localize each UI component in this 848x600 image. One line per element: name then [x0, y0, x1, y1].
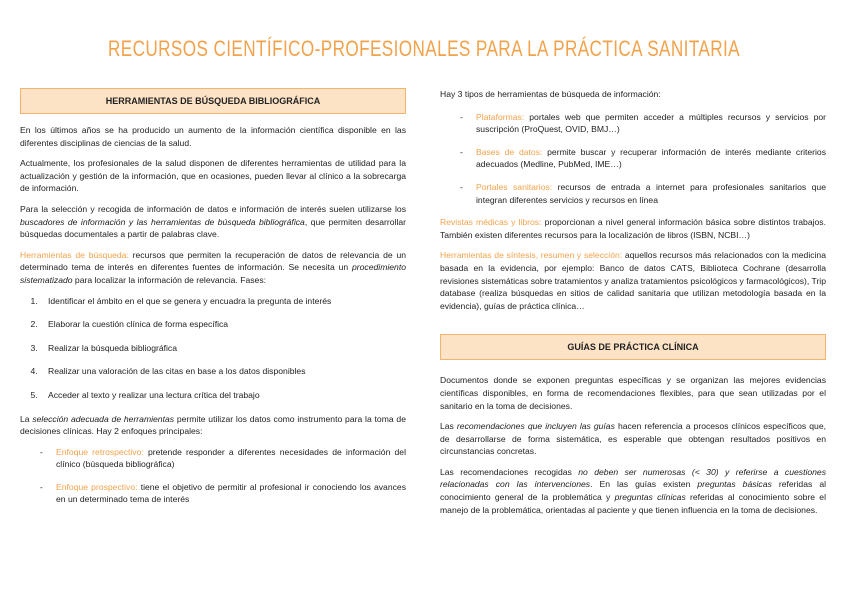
phases-list — [20, 295, 406, 402]
section-header-guias: GUÍAS DE PRÁCTICA CLÍNICA — [440, 334, 826, 360]
list-item: - Plataformas: portales web que permiten acceder a múltiples recursos y servicios por suscripción (ProQuest, OVID, BMJ…) — [460, 111, 826, 136]
section-header-busqueda: HERRAMIENTAS DE BÚSQUEDA BIBLIOGRÁFICA — [20, 88, 406, 114]
list-item: 3. Realizar la búsqueda bibliográfica — [40, 342, 406, 355]
list-item: - Portales sanitarios: recursos de entrada a internet para profesionales sanitarios que integran diferentes servicios y recursos en línea — [460, 181, 826, 206]
list-item: 1. Identificar el ámbito en el que se genera y encuadra la pregunta de interés — [40, 295, 406, 308]
paragraph-sintesis: Herramientas de síntesis, resumen y selección: aquellos recursos más relacionados con la medicina basada en la evidencia, por ejemplo: Banco de datos CATS, Biblioteca Cochrane (desarrolla revisiones sistemáticas sobre tratamientos y analiza tratamientos psicológicos y farmacológicos), Trip database (realiza búsquedas en sitios de calidad sanitaria que utilizan metodología basada en la evidencia), guías de práctica clínica… — [440, 250, 826, 311]
page-title: RECURSOS CIENTÍFICO-PROFESIONALES PARA LA PRÁCTICA SANITARIA — [107, 36, 741, 61]
paragraph-tipos: Hay 3 tipos de herramientas de búsqueda de información: — [440, 89, 661, 99]
paragraph-revistas: Revistas médicas y libros: proporcionan a nivel general información básica sobre distintos trabajos. También existen diferentes recursos para la localización de libros (ISBN, NCBI…) — [440, 217, 826, 240]
left-column — [20, 88, 406, 516]
list-item: 4. Realizar una valoración de las citas en base a los datos disponibles — [40, 365, 406, 378]
paragraph-actualmente: Actualmente, los profesionales de la salud disponen de diferentes herramientas de utilidad para la actualización y gestión de la información, que en ocasiones, pueden llevar al clínico a la sobrecarga de información. — [20, 158, 406, 194]
paragraph-recomendaciones: Las recomendaciones que incluyen las guías hacen referencia a procesos clínicos específicos que, de desarrollarse de forma sistemática, es esperable que obtengan resultados positivos en circunstancias concretas. — [440, 421, 826, 457]
paragraph-herramientas: Herramientas de búsqueda: recursos que permiten la recuperación de datos de relevancia de un determinado tema de interés en diferentes fuentes de información. Se necesita un procedimiento sistematizado para localizar la información de relevancia. Fases: — [20, 249, 406, 285]
paragraph-seleccion-adecuada: La selección adecuada de herramientas permite utilizar los datos como instrumento para la toma de decisiones clínicas. Hay 2 enfoques principales: — [20, 413, 406, 437]
right-column — [440, 88, 826, 524]
list-item: 5. Acceder al texto y realizar una lectura crítica del trabajo — [40, 389, 406, 402]
paragraph-seleccion: Para la selección y recogida de información de datos e información de interés suelen utilizarse los buscadores de información y las herramientas de búsqueda bibliográfica, que permiten desarrollar búsquedas documentales a partir de palabras clave. — [20, 203, 406, 240]
list-item: 2. Elaborar la cuestión clínica de forma específica — [40, 318, 406, 331]
list-item: - Enfoque prospectivo: tiene el objetivo de permitir al profesional ir conociendo los avances en un determinado tema de interés — [40, 481, 406, 506]
paragraph-intro: En los últimos años se ha producido un aumento de la información científica disponible en las diferentes disciplinas de ciencias de la salud. — [20, 125, 406, 148]
tipos-list — [440, 111, 826, 207]
paragraph-recogidas: Las recomendaciones recogidas no deben ser numerosas (< 30) y referirse a cuestiones relacionadas con las intervenciones. En las guías existen preguntas básicas referidas al conocimiento general de la problemática y preguntas clínicas referidas al conocimiento sobre el manejo de la problemática, orientadas al paciente y que tienen influencia en la toma de decisiones. — [440, 466, 827, 515]
list-item: - Bases de datos: permite buscar y recuperar información de interés mediante criterios adecuados (Medline, PubMed, IME…) — [460, 146, 826, 171]
list-item: - Enfoque retrospectivo: pretende responder a diferentes necesidades de información del clínico (búsqueda bibliográfica) — [40, 446, 406, 471]
paragraph-documentos: Documentos donde se exponen preguntas específicas y se organizan las mejores evidencias científicas disponibles, en forma de recomendaciones flexibles, para que sean utilizadas por el sanitario en la toma de decisiones. — [440, 375, 826, 411]
enfoques-list — [20, 446, 406, 506]
